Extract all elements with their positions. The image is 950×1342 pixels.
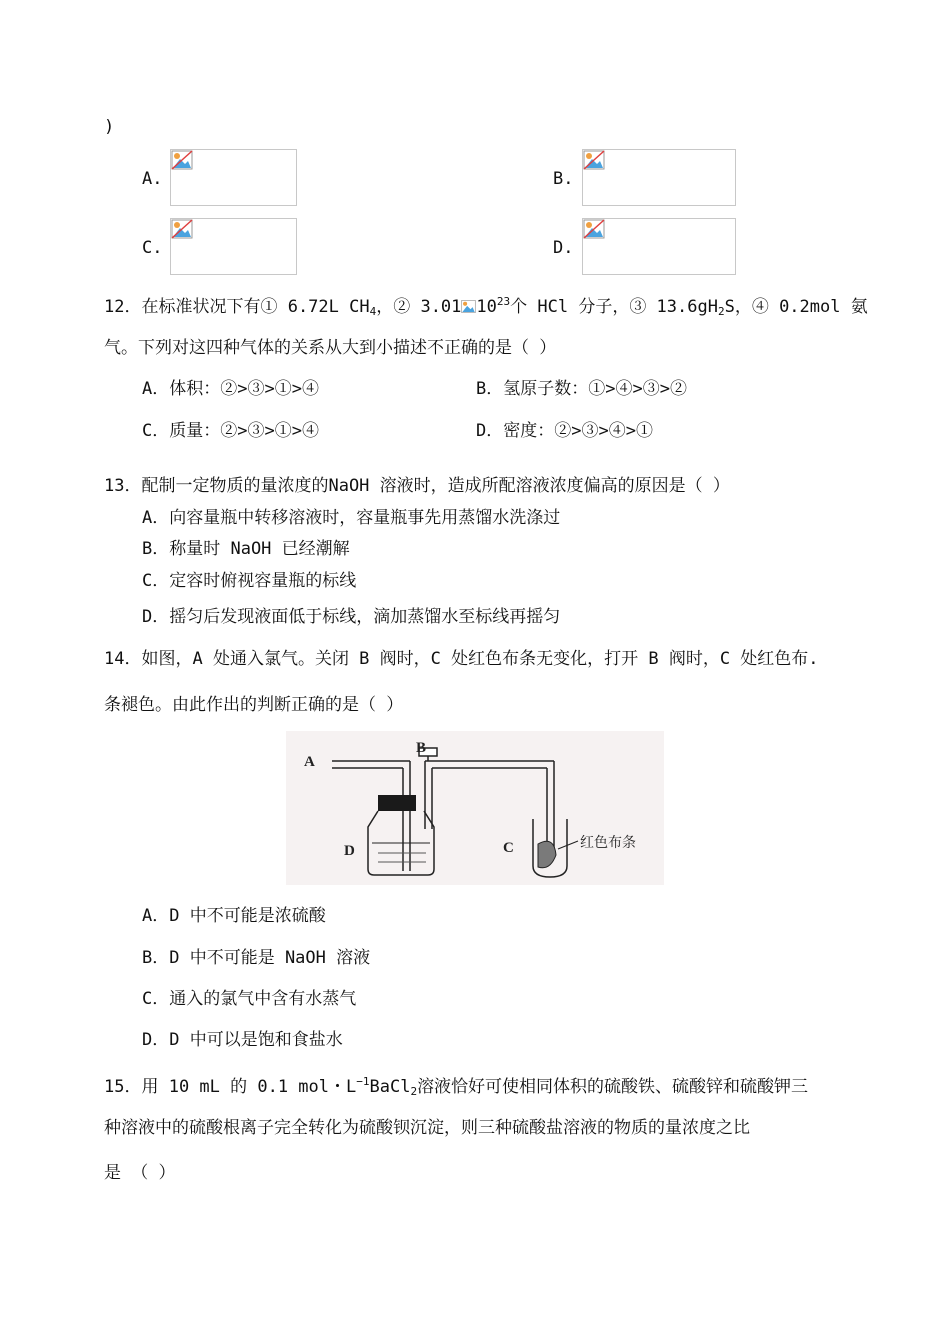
q11-option-b-label: B. [553,169,574,189]
q13-option-b: B．称量时 NaOH 已经潮解 [142,539,350,559]
q15-stem-line1 [104,1071,808,1103]
q14-stem-line1: 14．如图，A 处通入氯气。关闭 B 阀时，C 处红色布条无变化，打开 B 阀时，C 处红色布. [104,649,819,669]
figure-label-b: B [416,740,427,756]
broken-image-icon [171,219,193,239]
q12-text-a: 12．在标准状况下有① 6.72L CH [104,297,370,317]
q12-superscript-23: 23 [496,295,511,308]
gas-apparatus-diagram [286,731,664,885]
q14-option-b: B．D 中不可能是 NaOH 溶液 [142,948,371,968]
q11-option-d-image [582,218,736,275]
q12-text-d: 个 HCl 分子，③ 13.6gH [510,297,718,317]
q12-stem-line2: 气。下列对这四种气体的关系从大到小描述不正确的是（ ） [104,338,557,358]
q12-text-c: 10 [476,297,497,317]
q13-option-a: A．向容量瓶中转移溶液时，容量瓶事先用蒸馏水洗涤过 [142,508,561,528]
q15-superscript-minus1: −1 [356,1075,370,1088]
q11-option-a-image [170,149,297,206]
q13-option-c: C．定容时俯视容量瓶的标线 [142,571,357,591]
q15-stem-line2: 种溶液中的硫酸根离子完全转化为硫酸钡沉淀，则三种硫酸盐溶液的物质的量浓度之比 [104,1118,750,1138]
q15-text-a: 15．用 10 mL 的 0.1 mol・L [104,1077,357,1097]
q15-text-c: 溶液恰好可使相同体积的硫酸铁、硫酸锌和硫酸钾三 [417,1077,809,1097]
q12-subscript-4: 4 [369,305,377,318]
q14-apparatus-figure [286,731,664,885]
q12-stem-line1 [104,291,868,323]
q14-stem-line2: 条褪色。由此作出的判断正确的是（ ） [104,695,404,715]
q12-option-c: C．质量：②>③>①>④ [142,421,319,441]
q12-option-b: B．氢原子数：①>④>③>② [476,379,687,399]
figure-cloth-label: 红色布条 [580,835,636,851]
q11-option-a-label: A. [142,169,163,189]
figure-label-c: C [503,840,514,856]
q12-text-e: S，④ 0.2mol 氨 [724,297,868,317]
q13-stem: 13．配制一定物质的量浓度的NaOH 溶液时，造成所配溶液浓度偏高的原因是（ ） [104,476,730,496]
q11-option-d-label: D. [553,238,574,258]
q14-option-c: C．通入的氯气中含有水蒸气 [142,989,357,1009]
q11-option-c-label: C. [142,238,163,258]
broken-image-icon [171,150,193,170]
q11-option-c-image [170,218,297,275]
figure-label-a: A [304,754,315,770]
q11-option-b-image [582,149,736,206]
q12-option-a: A．体积：②>③>①>④ [142,379,319,399]
q15-text-b: BaCl [369,1077,411,1097]
q15-subscript-2: 2 [410,1085,418,1098]
broken-image-icon [461,299,476,314]
q12-subscript-2: 2 [717,305,725,318]
q12-option-d: D．密度：②>③>④>① [476,421,653,441]
broken-image-icon [583,150,605,170]
broken-image-icon [583,219,605,239]
q11-close-paren: ) [104,117,115,137]
q12-text-b: ，② 3.01 [376,297,462,317]
q14-option-a: A．D 中不可能是浓硫酸 [142,906,326,926]
figure-label-d: D [344,843,355,859]
q15-stem-line3: 是 （ ） [104,1163,176,1183]
q14-option-d: D．D 中可以是饱和食盐水 [142,1030,343,1050]
q13-option-d: D．摇匀后发现液面低于标线，滴加蒸馏水至标线再摇匀 [142,607,561,627]
